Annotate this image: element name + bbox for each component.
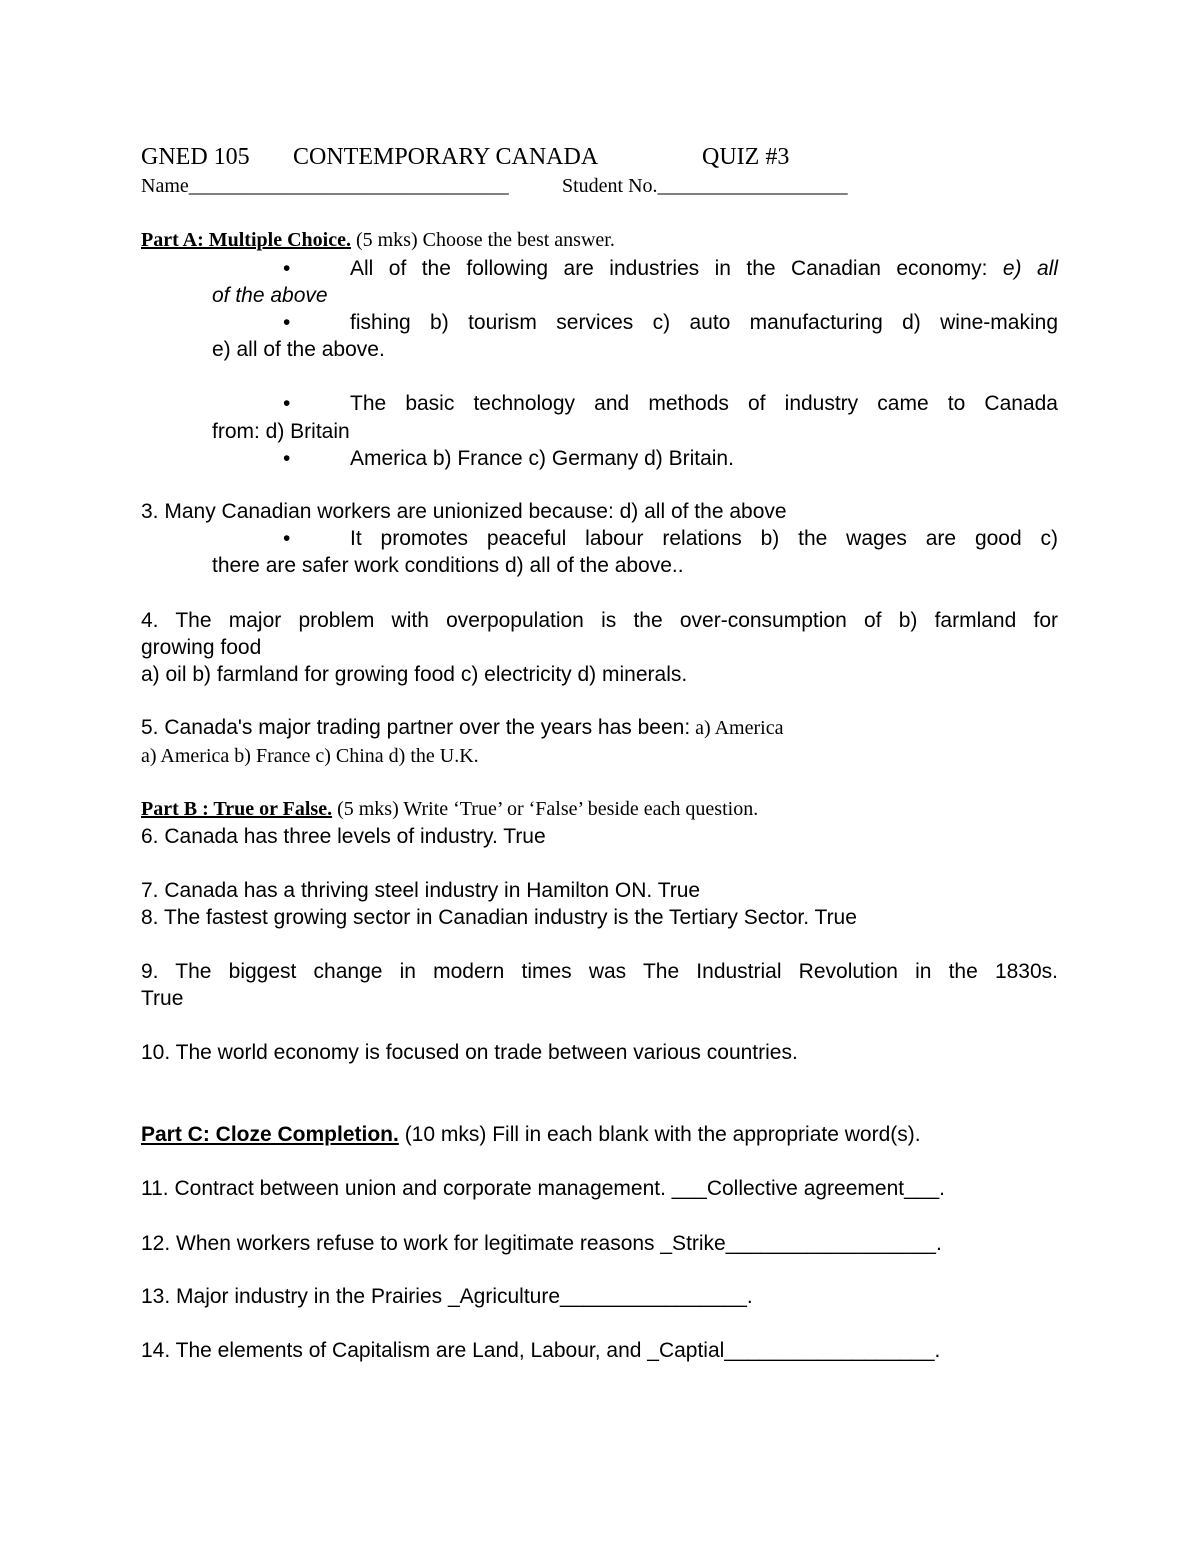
q4-options: a) oil b) farmland for growing food c) electricity d) minerals.: [141, 663, 688, 686]
part-c-header: [141, 1123, 921, 1147]
part-b-heading: Part B : True or False.: [141, 798, 333, 820]
name-blank: ________________________________: [188, 175, 509, 197]
q8: 8. The fastest growing sector in Canadian industry is the Tertiary Sector. True: [141, 906, 857, 929]
q13: 13. Major industry in the Prairies _Agriculture________________.: [141, 1285, 753, 1308]
bullet-icon: •: [283, 257, 291, 280]
q2-stem: The basic technology and methods of industry came to Canada: [350, 392, 1058, 415]
q9: 9. The biggest change in modern times was The Industrial Revolution in the 1830s.: [141, 960, 1058, 983]
bullet-icon: •: [283, 527, 291, 550]
q4-stem-continued: growing food: [141, 636, 262, 659]
part-a-heading: Part A: Multiple Choice.: [141, 229, 351, 251]
q3-stem: 3. Many Canadian workers are unionized because: d) all of the above: [141, 500, 787, 523]
q14: 14. The elements of Capitalism are Land, Labour, and _Captial__________________.: [141, 1339, 941, 1362]
bullet-icon: •: [283, 447, 291, 470]
q3-options-continued: there are safer work conditions d) all of the above..: [212, 554, 684, 577]
q9-continued: True: [141, 987, 184, 1010]
q2-stem-continued: from: d) Britain: [212, 420, 350, 443]
student-number-label: Student No.: [562, 175, 658, 197]
q5-answer: a) America: [690, 717, 784, 739]
part-a-header: [141, 229, 615, 252]
q3-options: It promotes peaceful labour relations b) the wages are good c): [350, 527, 1058, 550]
q1-answer-continued: of the above: [212, 284, 328, 307]
course-code: GNED 105: [141, 144, 250, 170]
q4-stem: 4. The major problem with overpopulation is the over-consumption of b) farmland for: [141, 609, 1058, 632]
q7: 7. Canada has a thriving steel industry in Hamilton ON. True: [141, 879, 701, 902]
student-number-blank: ___________________: [657, 175, 848, 197]
q6: 6. Canada has three levels of industry. True: [141, 825, 546, 848]
name-label: Name: [141, 175, 189, 197]
q1-stem: All of the following are industries in the Canadian economy: e) all: [350, 257, 1058, 280]
q5-options: a) America b) France c) China d) the U.K.: [141, 745, 479, 767]
q12: 12. When workers refuse to work for legitimate reasons _Strike__________________.: [141, 1232, 942, 1255]
part-c-instructions: (10 mks) Fill in each blank with the appropriate word(s).: [398, 1123, 921, 1146]
q10: 10. The world economy is focused on trade between various countries.: [141, 1041, 798, 1064]
name-field: [141, 175, 509, 198]
q2-options: America b) France c) Germany d) Britain.: [350, 447, 734, 470]
quiz-number: QUIZ #3: [702, 144, 790, 170]
q11: 11. Contract between union and corporate management. ___Collective agreement___.: [141, 1177, 945, 1200]
bullet-icon: •: [283, 392, 291, 415]
part-a-instructions: (5 mks) Choose the best answer.: [350, 229, 615, 251]
q1-options: fishing b) tourism services c) auto manufacturing d) wine-making: [350, 311, 1058, 334]
course-title: CONTEMPORARY CANADA: [293, 144, 599, 170]
student-number-field: [562, 175, 848, 198]
part-b-header: [141, 798, 758, 821]
q5-stem: 5. Canada's major trading partner over the years has been: a) America: [141, 716, 784, 739]
bullet-icon: •: [283, 311, 291, 334]
q1-options-continued: e) all of the above.: [212, 338, 385, 361]
part-b-instructions: (5 mks) Write ‘True’ or ‘False’ beside each question.: [332, 798, 759, 820]
q1-answer: e) all: [1002, 257, 1058, 280]
part-c-heading: Part C: Cloze Completion.: [141, 1123, 399, 1146]
